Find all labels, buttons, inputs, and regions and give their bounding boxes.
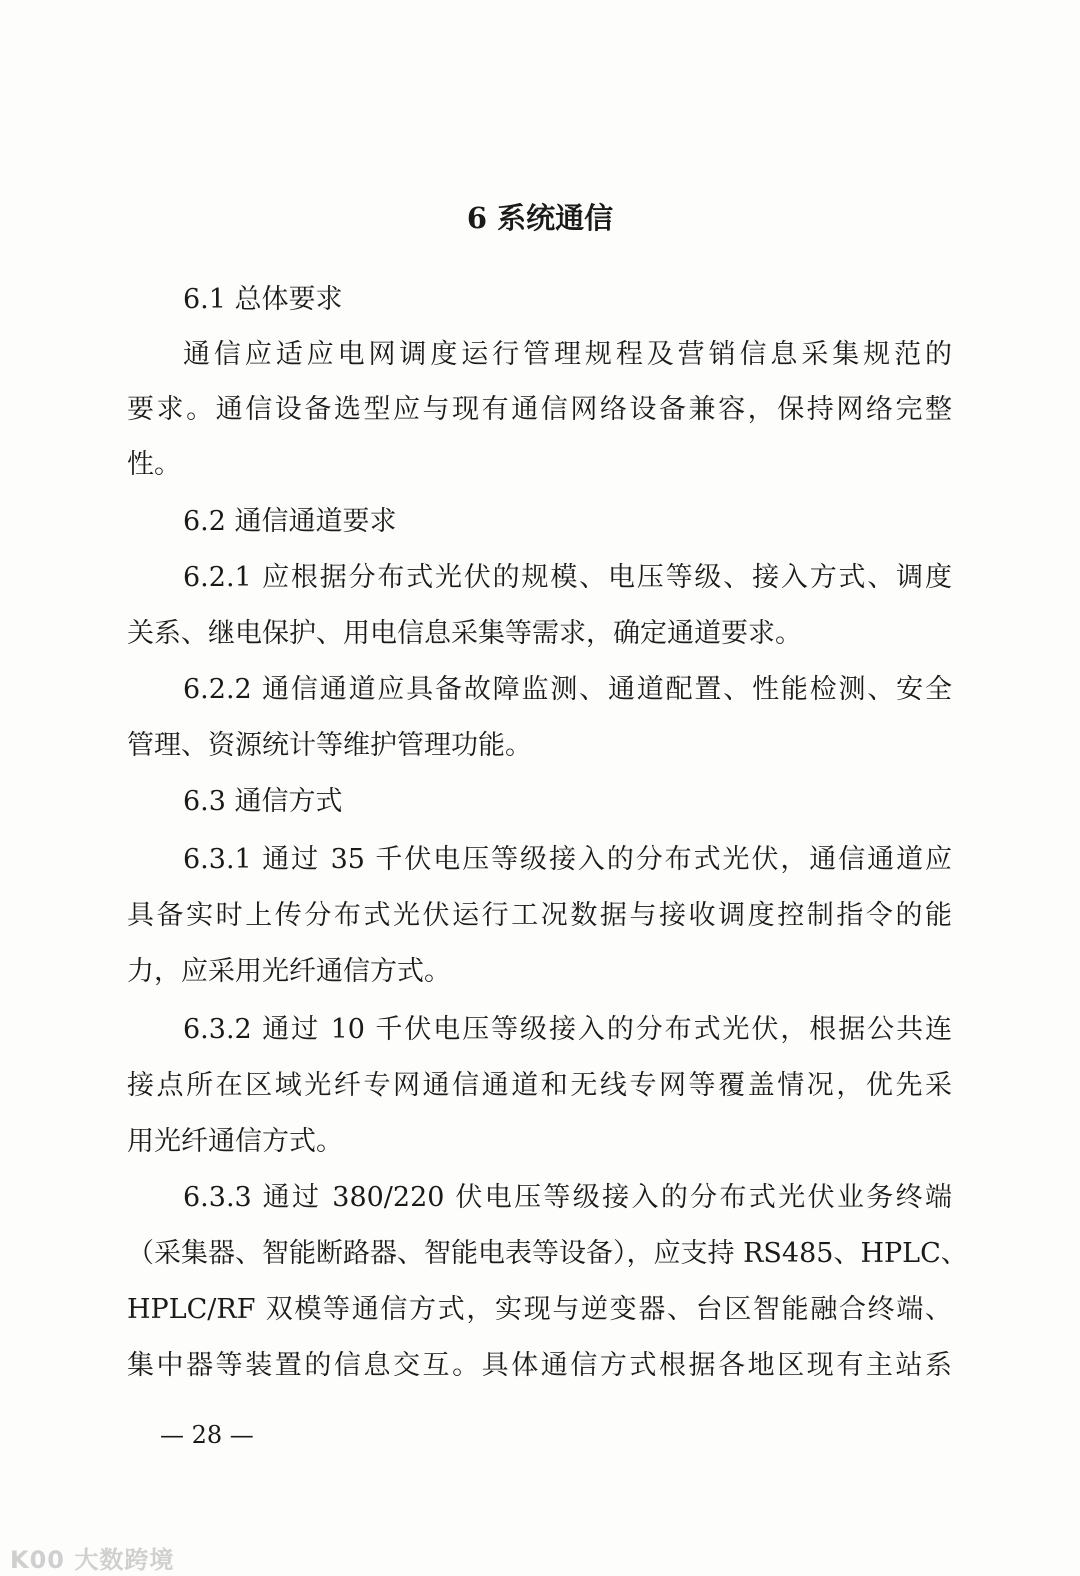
paragraph-line: 通信应适应电网调度运行管理规程及营销信息采集规范的 <box>183 339 952 370</box>
paragraph-line: 用光纤通信方式。 <box>127 1126 343 1157</box>
paragraph-line: 管理、资源统计等维护管理功能。 <box>127 730 532 761</box>
paragraph-line: 6.2.2 通信通道应具备故障监测、通道配置、性能检测、安全 <box>183 674 952 705</box>
paragraph-line: 关系、继电保护、用电信息采集等需求，确定通道要求。 <box>127 618 802 649</box>
paragraph-line: 6.3.3 通过 380/220 伏电压等级接入的分布式光伏业务终端 <box>183 1182 952 1213</box>
paragraph-line: 性。 <box>127 449 181 480</box>
paragraph-line: 6.3.1 通过 35 千伏电压等级接入的分布式光伏，通信通道应 <box>183 844 952 875</box>
paragraph-line: 集中器等装置的信息交互。具体通信方式根据各地区现有主站系 <box>127 1350 952 1381</box>
heading-6-1: 6.1 总体要求 <box>183 284 343 315</box>
paragraph-line: HPLC/RF 双模等通信方式，实现与逆变器、台区智能融合终端、 <box>127 1294 952 1325</box>
paragraph-line: 接点所在区域光纤专网通信通道和无线专网等覆盖情况，优先采 <box>127 1070 952 1101</box>
paragraph-line: 力，应采用光纤通信方式。 <box>127 956 451 987</box>
paragraph-line: 具备实时上传分布式光伏运行工况数据与接收调度控制指令的能 <box>127 900 952 931</box>
page-number: — 28 — <box>160 1421 254 1449</box>
paragraph-line: 6.2.1 应根据分布式光伏的规模、电压等级、接入方式、调度 <box>183 562 952 593</box>
watermark-logo: K00 大数跨境 <box>10 1546 175 1574</box>
heading-6-3: 6.3 通信方式 <box>183 786 343 817</box>
heading-6-2: 6.2 通信通道要求 <box>183 506 397 537</box>
paragraph-line: 要求。通信设备选型应与现有通信网络设备兼容，保持网络完整 <box>127 394 952 425</box>
paragraph-line: （采集器、智能断路器、智能电表等设备），应支持 RS485、HPLC、 <box>127 1238 968 1269</box>
paragraph-line: 6.3.2 通过 10 千伏电压等级接入的分布式光伏，根据公共连 <box>183 1014 952 1045</box>
section-title: 6 系统通信 <box>466 201 614 235</box>
